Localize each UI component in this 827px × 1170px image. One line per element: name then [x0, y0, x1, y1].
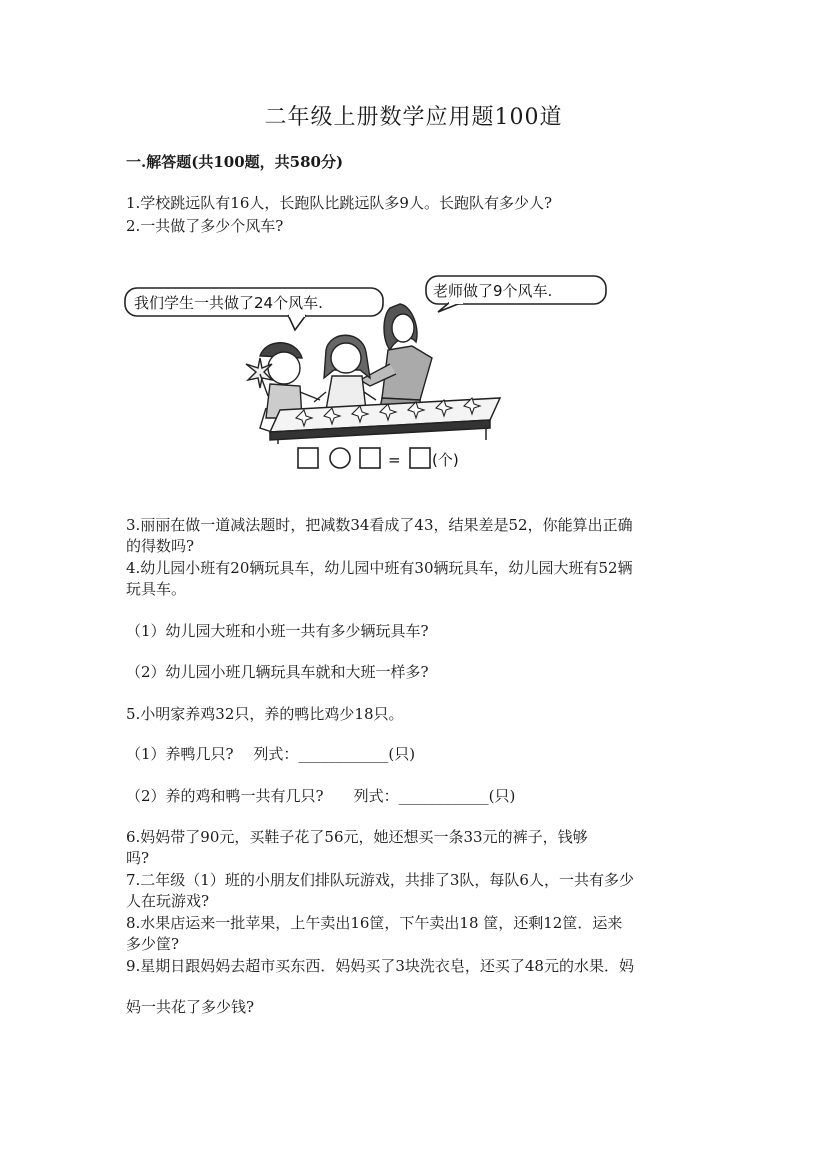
- question-3-line-2: 的得数吗?: [126, 537, 195, 555]
- question-4-sub-2: （2）幼儿园小班几辆玩具车就和大班一样多?: [126, 663, 429, 681]
- question-5: 5.小明家养鸡32只，养的鸭比鸡少18只。: [126, 705, 404, 723]
- question-7-line-1: 7.二年级（1）班的小朋友们排队玩游戏，共排了3队，每队6人，一共有多少: [126, 871, 634, 889]
- question-8-line-2: 多少筐?: [126, 935, 180, 953]
- question-7-line-2: 人在玩游戏?: [126, 892, 210, 910]
- question-4-sub-1: （1）幼儿园大班和小班一共有多少辆玩具车?: [126, 622, 429, 640]
- question-9-line-2: 妈一共花了多少钱?: [126, 998, 255, 1016]
- girl-figure: [314, 335, 376, 410]
- question-4-line-1: 4.幼儿园小班有20辆玩具车，幼儿园中班有30辆玩具车，幼儿园大班有52辆: [126, 559, 633, 577]
- right-bubble-text: 老师做了9个风车.: [433, 282, 553, 300]
- question-6-line-1: 6.妈妈带了90元，买鞋子花了56元，她还想买一条33元的裤子，钱够: [126, 828, 588, 846]
- section-heading: 一.解答题(共100题，共580分): [126, 153, 344, 171]
- left-bubble-text: 我们学生一共做了24个风车.: [134, 294, 323, 312]
- question-8-line-1: 8.水果店运来一批苹果，上午卖出16筐，下午卖出18 筐，还剩12筐．运来: [126, 914, 623, 932]
- blank-box-1: [298, 448, 318, 468]
- page-title: 二年级上册数学应用题100道: [264, 105, 563, 130]
- question-5-sub-2: （2）养的鸡和鸭一共有几只? 列式：____________(只): [126, 787, 516, 805]
- blank-box-3: [410, 448, 430, 468]
- question-9-line-1: 9.星期日跟妈妈去超市买东西．妈妈买了3块洗衣皂，还买了48元的水果．妈: [126, 957, 634, 975]
- question-1: 1.学校跳远队有16人，长跑队比跳远队多9人。长跑队有多少人?: [126, 194, 552, 212]
- question-2: 2.一共做了多少个风车?: [126, 217, 284, 235]
- left-speech-bubble: [125, 288, 383, 330]
- right-speech-bubble: [426, 276, 606, 312]
- question-5-sub-1: （1）养鸭几只? 列式：____________(只): [126, 745, 416, 763]
- blank-operator-circle: [330, 448, 350, 468]
- unit-label: (个): [432, 451, 459, 469]
- table-with-pinwheels: [270, 398, 500, 444]
- question-3-line-1: 3.丽丽在做一道减法题时，把减数34看成了43，结果差是52，你能算出正确: [126, 516, 633, 534]
- windmill-illustration: [120, 268, 610, 478]
- question-4-line-2: 玩具车。: [126, 580, 187, 598]
- blank-box-2: [360, 448, 380, 468]
- equals-sign: =: [388, 451, 401, 469]
- equation-blanks: [298, 448, 430, 468]
- teacher-figure: [360, 304, 432, 418]
- question-6-line-2: 吗?: [126, 849, 150, 867]
